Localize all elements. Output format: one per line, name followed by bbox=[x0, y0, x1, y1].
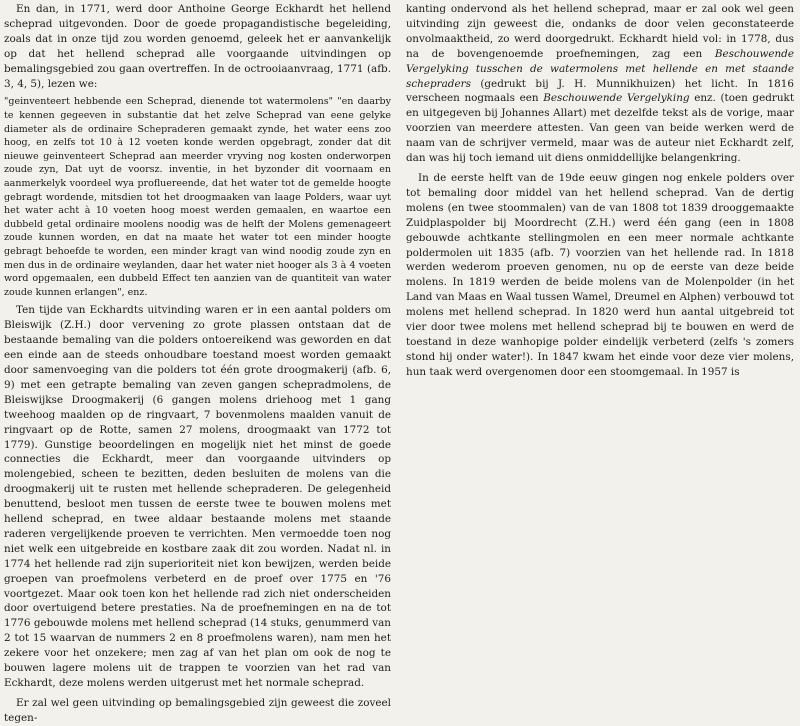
paragraph-eckhardt-persisted bbox=[406, 2, 794, 166]
paragraph-opposition-start: Er zal wel geen uitvinding op bemalingsgebied zijn geweest die zoveel tegen- bbox=[4, 696, 391, 724]
text-run: kanting ondervond als het hellend scheprad, maar er zal ook wel geen uitvinding zijn geweest die, ondanks de door velen geconstateerde onvolmaaktheid, zo werd doorgedrukt. Eckhardt hield vol: in 1778, dus na de bovengenoemde proefnemingen, zag een bbox=[406, 3, 794, 60]
book-title-1: Beschouwende Vergelyking tusschen de watermolens met hellende en met staande schepraders bbox=[406, 47, 794, 90]
paragraph-invention-intro: En dan, in 1771, werd door Anthoine George Eckhardt het hellend scheprad uitgevonden. Door de goede propagandistische begeleiding, zoals dat in onze tijd zou worden genoemd, geleek het er aanvankelijk op dat het hellend scheprad alle voorgaande uitvindingen op bemalingsgebied zou gaan overtreffen. In de octrooiaanvraag, 1771 (afb. 3, 4, 5), lezen we: bbox=[4, 3, 391, 90]
text-run: (gedrukt bij J. H. Munnikhuizen) het licht. In 1816 verscheen nogmaals een bbox=[406, 77, 794, 105]
paragraph-19th-century: In de eerste helft van de 19de eeuw gingen nog enkele polders over tot bemaling door middel van het hellend scheprad. Van de dertig molens (en twee stoommalen) van de van 1808 tot 1839 drooggemaakte Zuidplaspolder bij Moordrecht (Z.H.) werd één gang (een in 1808 gebouwde achtkante stellingmolen en een meer normale achtkante poldermolen uit 1835 (afb. 7) voorzien van het hellende rad. In 1818 werden wederom proeven genomen, nu op de eerste van deze beide molens. In 1819 werden de beide molens van de Molenpolder (in het Land van Maas en Waal tussen Wamel, Dreumel en Alphen) verbouwd tot molens met hellend scheprad. In 1820 werd hun aantal uitgebreid tot vier door twee molens met hellend scheprad bij te bouwen en werd de toestand in deze wanhopige polder eindelijk verbeterd (zelfs 's zomers stond hij onder water!). In 1847 kwam het einde voor deze vier molens, hun taak werd overgenomen door een stoomgemaal. In 1957 is bbox=[406, 171, 794, 378]
book-title-2: Beschouwende Vergelyking bbox=[543, 92, 690, 105]
left-text-column bbox=[4, 2, 391, 726]
text-run: enz. (toen gedrukt en uitgegeven bij Johannes Allart) met dezelfde tekst als de vorige, maar voorzien van meerdere attesten. Van geen van beide werken werd de naam van de schrijver vermeld, maar was de auteur niet Eckhardt zelf, dan was hij toch iemand uit diens onmiddellijke belangenkring. bbox=[406, 92, 794, 165]
paragraph-bleiswijk: Ten tijde van Eckhardts uitvinding waren er in een aantal polders om Bleiswijk (Z.H.) door vervening zo grote plassen ontstaan dat de bestaande bemaling van die polders ontoereikend was geworden en dat een einde aan de steeds onhoudbare toestand moest worden gemaakt door samenvoeging van die polders tot één grote droogmakerij (afb. 6, 9) met een getrapte bemaling van zeven gangen schepradmolens, de Bleiswijkse Droogmakerij (6 gangen molens driehoog met 1 gang tweehoog maalden op de ringvaart, 7 bovenmolens maalden vanuit de ringvaart op de Rotte, samen 27 molens, droogmaakt van 1772 tot 1779). Gunstige beoordelingen en mogelijk niet het minst de goede connecties die Eckhardt, meer dan voorgaande uitvinders op molengebied, scheen te bezitten, deden besluiten de molens van die droogmakerij uit te rusten met hellende schepraderen. De gelegenheid benuttend, besloot men tussen de eerste twee te bouwen molens met hellend scheprad, en twee aldaar bestaande molens met staande raderen vergelijkende proeven te verrichten. Men vermoedde toen nog niet welk een uitgebreide en kostbare zaak dit zou worden. Nadat nl. in 1774 het hellende rad zijn superioriteit niet kon bewijzen, werden beide groepen van proefmolens verbeterd en de proef over 1775 en '76 voortgezet. Maar ook toen kon het hellende rad zich niet onderscheiden door overtuigend betere prestaties. Na de proefnemingen en na de tot 1776 gebouwde molens met hellend scheprad (14 stuks, genummerd van 2 tot 15 waarvan de nummers 2 en 8 proefmolens waren), nam men het zekere voor het onzekere; men zag af van het plan om ook de nog te bouwen lagere molens uit de trappen te voorzien van het rad van Eckhardt, deze molens werden uitgerust met het normale scheprad. bbox=[4, 304, 391, 689]
octrooi-quote: "geinventeert hebbende een Scheprad, dienende tot watermolens" "en daarby te kennen gegeeven in substantie dat het zelve Scheprad van eene gelyke diameter als de ordinaire Schepraderen gemaakt zynde, het water eens zoo hoog, en zelfs tot 10 à 12 voeten konde werden opgebragt, zonder dat dit nieuwe geinventeert Scheprad aan meerder vryving nog kosten onderworpen zoude zyn, Dat uyt de voorsz. inventie, in het byzonder dit voornaam en aanmerkelyk voordeel wya profluereende, dat het water tot de gemelde hoogte gebragt wordende, mitsdien tot het droogmaaken van laage Polders, waar uyt het water acht à 10 voeten hoog moest werden gemaalen, en waartoe een dubbeld getal ordinaire moolens noodig was de helft der Molens gemenageert zoude kunnen worden, en dat na maate het water tot een minder hoogte gebragt behoefde te worden, een minder kragt van wind noodig zoude zyn en men dus in de ordinaire weylanden, daar het water niet hooger als 3 à 4 voeten word opgemaalen, een dubbeld Effect ten aanzien van de quantiteit van water zoude kunnen erlangen", enz. bbox=[4, 96, 391, 298]
right-text-column bbox=[406, 2, 794, 380]
